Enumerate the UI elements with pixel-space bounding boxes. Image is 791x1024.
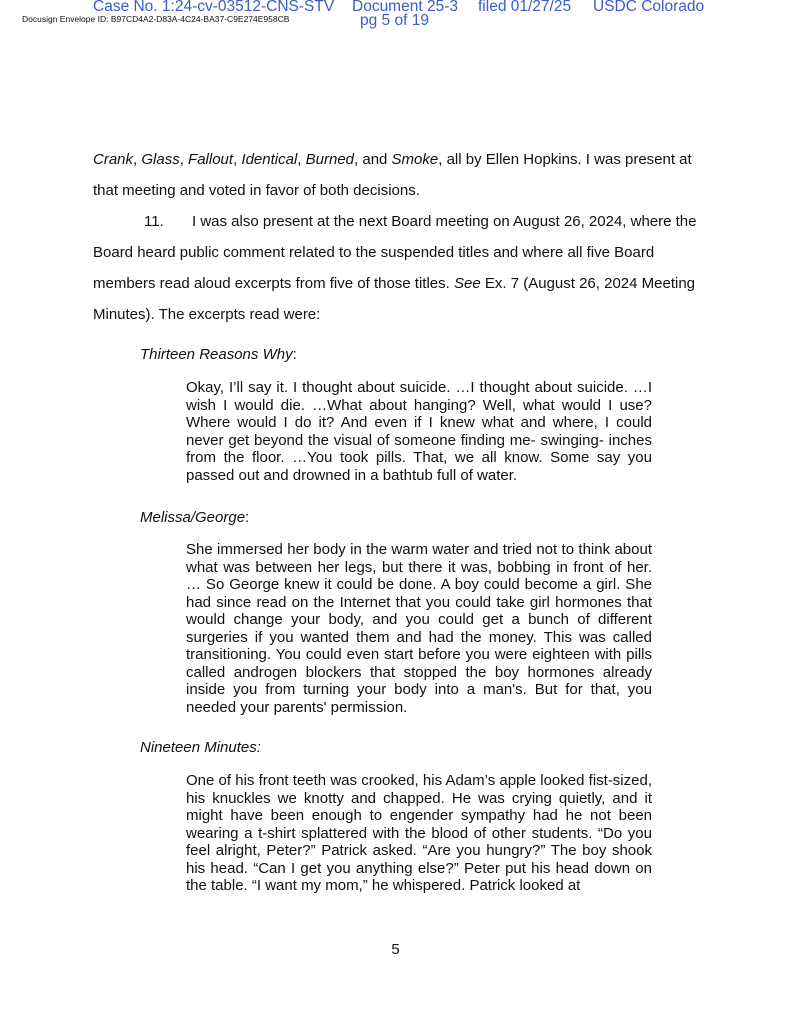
paragraph-number: 11. [144, 213, 164, 230]
court-name: USDC Colorado [593, 0, 705, 15]
filed-date: filed 01/27/25 [478, 0, 572, 15]
document-number: Document 25-3 [352, 0, 458, 15]
title-fallout: Fallout [188, 151, 234, 168]
paragraph-10-text: , all by Ellen Hopkins. I was present at that meeting and voted in favor of both decisions. [93, 151, 692, 199]
title-glass: Glass [141, 151, 180, 168]
case-number: Case No. 1:24-cv-03512-CNS-STV [93, 0, 335, 15]
excerpt-quote-thirteen-reasons-why: Okay, I’ll say it. I thought about suicide. …I thought about suicide. …I wish I would die. …What about hanging? Well, what would I use? Where would I do it? And even if I knew what and where, I could never get beyond the visual of someone finding me- swinging- inches from the floor. …You took pills. That, we all know. Some say you passed out and drowned in a bathtub full of water. [186, 379, 652, 484]
paragraph-10-continuation: Crank, Glass, Fallout, Identical, Burned, and Smoke, all by Ellen Hopkins. I was present at that meeting and voted in favor of both decisions. [93, 151, 692, 199]
page-count: pg 5 of 19 [360, 12, 429, 29]
excerpt-heading-thirteen-reasons-why: Thirteen Reasons Why: [140, 346, 297, 363]
see-signal: See [454, 275, 481, 292]
docusign-envelope-id: Docusign Envelope ID: B97CD4A2-D83A-4C24-BA37-C9E274E958CB [22, 14, 290, 24]
excerpt-quote-melissa-george: She immersed her body in the warm water and tried not to think about what was between her legs, but there it was, bobbing in front of her. … So George knew it could be done. A boy could become a girl. She had since read on the Internet that you could take girl hormones that would change your body, and you could get a bunch of different surgeries if you wanted them and had the money. This was called transitioning. You could even start before you were eighteen with pills called androgen blockers that stopped the boy hormones already inside you from turning your body into a man's. But for that, you needed your parents' permission. [186, 541, 652, 716]
title-burned: Burned [305, 151, 355, 168]
excerpt-quote-nineteen-minutes: One of his front teeth was crooked, his Adam’s apple looked fist-sized, his knuckles we knotty and chapped. He was crying quietly, and it might have been enough to engender sympathy had he not been wearing a t-shirt splattered with the blood of other students. “Do you feel alright, Peter?” Patrick asked. “Are you hungry?” The boy shook his head. “Can I get you anything else?” Peter put his head down on the table. “I want my mom,” he whispered. Patrick looked at [186, 772, 652, 894]
excerpt-heading-nineteen-minutes: Nineteen Minutes: [140, 739, 261, 756]
page-number: 5 [391, 941, 400, 958]
excerpt-heading-melissa-george: Melissa/George: [140, 509, 250, 526]
title-smoke: Smoke [391, 151, 439, 168]
paragraph-11-text: I was also present at the next Board meeting on August 26, 2024, where the Board heard public comment related to the suspended titles and where all five Board members read aloud excerpts from five of those titles. [93, 213, 697, 292]
paragraph-11 [93, 206, 705, 330]
title-crank: Crank [93, 151, 134, 168]
title-identical: Identical [241, 151, 298, 168]
paragraph-11-citation: Ex. 7 (August 26, 2024 Meeting Minutes). The excerpts read were: [93, 275, 696, 323]
